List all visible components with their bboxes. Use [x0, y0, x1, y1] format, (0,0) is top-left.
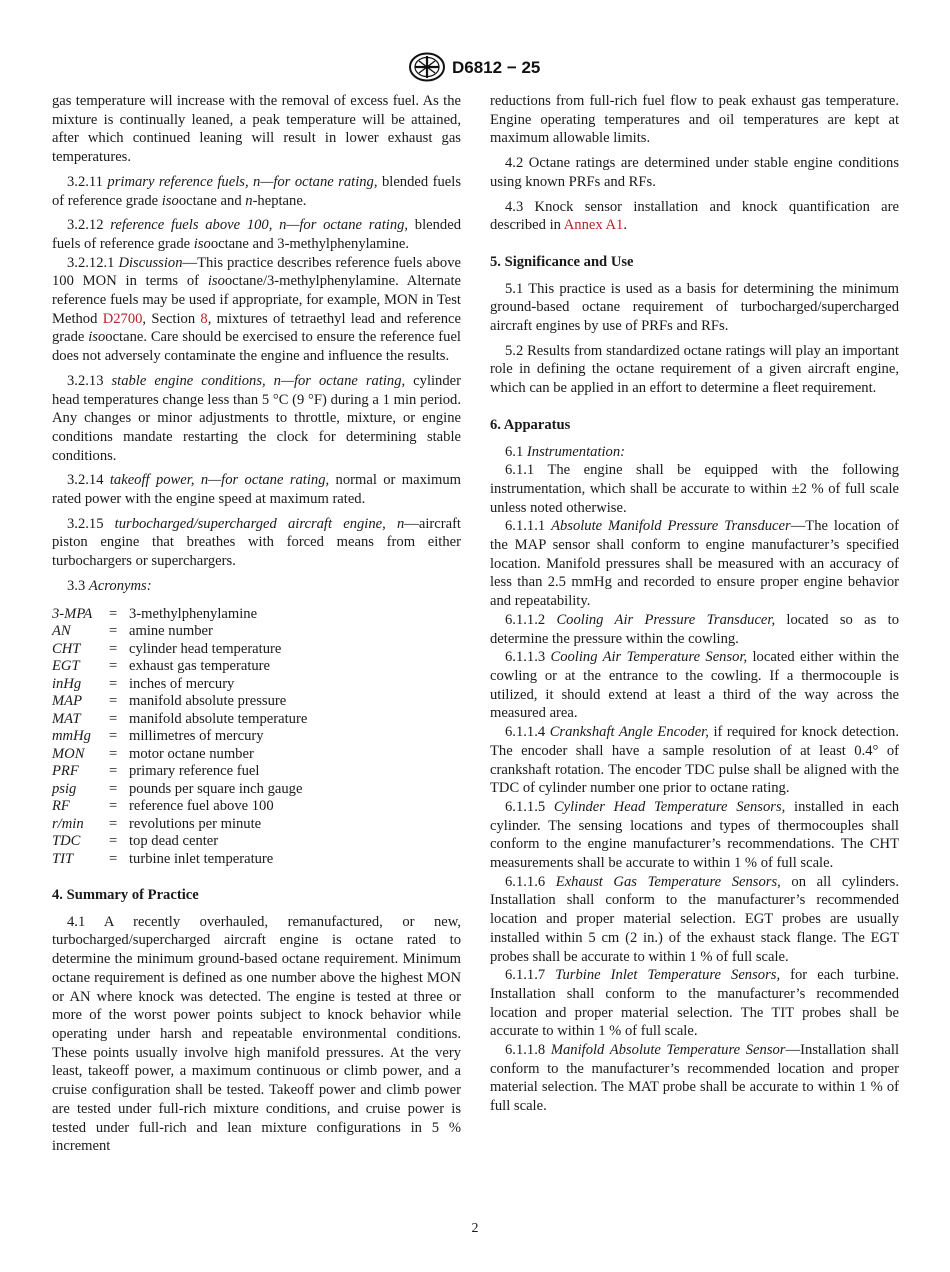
section-3-2-13: 3.2.13 stable engine conditions, n—for octane rating, cylinder head temperatures change less than 5 °C (9 °F) during a 1 min period. Any changes or minor adjustments to throttle, mixture, or engine conditions mandate restarting the clock for determining stable conditions.	[52, 372, 461, 464]
section-4-1: 4.1 A recently overhauled, remanufactured, or new, turbocharged/supercharged aircraft engine is octane rated to determine the minimum ground-based octane requirement. Minimum octane requirement is defined as one number above the highest MON or AN where knock was detected. The engine is tested at three or more of the worst power points subject to knock behavior while operating under harsh and repeatable environmental conditions. These points usually involve high manifold pressures. At the very least, takeoff power, a maximum continuous or climb power, and a cruise configuration shall be tested. Takeoff power and climb power are tested under full-rich mixture conditions, and cruise power is tested under full-rich and lean mixture configurations in 5 % increment	[52, 913, 461, 1155]
acronym-row: r/min = revolutions per minute	[52, 815, 262, 832]
section-6-1-1-8: 6.1.1.8 Manifold Absolute Temperature Sensor—Installation shall conform to the manufacturer’s recommended location and proper material selection. The MAT probe shall be accurate to within 1 % of full scale.	[490, 1042, 899, 1115]
acronym-row: inHg = inches of mercury	[52, 675, 235, 692]
astm-logo-icon	[408, 52, 446, 82]
section-6-heading: 6. Apparatus	[490, 416, 571, 433]
link-annex-a1[interactable]: Annex A1	[563, 217, 624, 234]
acronym-row: RF = reference fuel above 100	[52, 798, 274, 815]
section-6-1-1-2: 6.1.1.2 Cooling Air Pressure Transducer, located so as to determine the pressure within the cowling.	[490, 611, 899, 647]
section-4-3: 4.3 Knock sensor installation and knock quantification are described in Annex A1.	[490, 198, 899, 234]
acronym-row: AN = amine number	[52, 623, 213, 640]
section-5-1: 5.1 This practice is used as a basis for determining the minimum ground-based octane requirement of turbocharged/supercharged aircraft engines by use of PRFs and RFs.	[490, 280, 899, 335]
section-3-2-11: 3.2.11 primary reference fuels, n—for octane rating, blended fuels of reference grade isooctane and n-heptane.	[52, 173, 461, 209]
section-5-2: 5.2 Results from standardized octane ratings will play an important role in defining the octane requirement of a given aircraft engine, which can be applied in an effort to determine a fleet requirement.	[490, 342, 899, 397]
acronym-row: PRF = primary reference fuel	[52, 763, 260, 780]
page-header	[0, 52, 950, 86]
paragraph-continued: gas temperature will increase with the removal of excess fuel. As the mixture is continually leaned, a peak temperature will be attained, after which continued leaning will result in lower exhaust gas temperatures.	[52, 93, 461, 166]
acronym-list	[52, 606, 461, 869]
section-6-1-1-1: 6.1.1.1 Absolute Manifold Pressure Transducer—The location of the MAP sensor shall conform to engine manufacturer’s specified location. Manifold pressures shall be measured with an accuracy of less than 2.5 mmHg and recorded to ensure proper engine behavior and repeatability.	[490, 518, 899, 610]
link-section-8[interactable]: 8	[200, 310, 208, 327]
left-column	[52, 92, 461, 1162]
section-6-1-1-5: 6.1.1.5 Cylinder Head Temperature Sensors, installed in each cylinder. The sensing locations and types of thermocouples shall conform to the engine manufacturer’s recommendations. The CHT measurements shall be accurate to within 1 % of full scale.	[490, 798, 899, 872]
acronym-row: MAT = manifold absolute temperature	[52, 710, 308, 727]
right-column	[490, 92, 899, 1116]
acronym-row: MON = motor octane number	[52, 745, 254, 762]
acronym-row: 3-MPA = 3-methylphenylamine	[52, 605, 258, 622]
acronym-row: mmHg = millimetres of mercury	[52, 728, 264, 745]
paragraph-continued: reductions from full-rich fuel flow to peak exhaust gas temperature. Engine operating temperatures and oil temperatures are kept at maximum allowable limits.	[490, 93, 899, 147]
link-d2700[interactable]: D2700	[102, 310, 143, 327]
section-4-heading: 4. Summary of Practice	[52, 887, 199, 904]
section-3-2-12: 3.2.12 reference fuels above 100, n—for octane rating, blended fuels of reference grade isooctane and 3-methylphenylamine.	[52, 217, 461, 252]
section-3-2-15: 3.2.15 turbocharged/supercharged aircraft engine, n—aircraft piston engine that breathes with forced means from either turbochargers or superchargers.	[52, 515, 461, 570]
acronym-row: TDC = top dead center	[52, 833, 219, 850]
section-6-1-1-6: 6.1.1.6 Exhaust Gas Temperature Sensors, on all cylinders. Installation shall conform to the manufacturer’s recommended location and proper material selection. EGT probes are usually installed within 5 cm (2 in.) of the exhaust stack flange. The EGT probes shall be accurate to within 1 % of full scale.	[490, 873, 899, 965]
section-6-1-1-7: 6.1.1.7 Turbine Inlet Temperature Sensors, for each turbine. Installation shall conform to the manufacturer’s recommended location and proper material selection. The TIT probes shall be accurate to within 1 % of full scale.	[490, 967, 899, 1040]
section-6-1-1: 6.1.1 The engine shall be equipped with the following instrumentation, which shall be accurate to within ±2 % of full scale unless noted otherwise.	[490, 462, 899, 516]
section-4-2: 4.2 Octane ratings are determined under stable engine conditions using known PRFs and RFs.	[490, 155, 899, 190]
section-6-1: 6.1 Instrumentation:	[505, 443, 626, 460]
standard-designation: D6812 − 25	[452, 58, 541, 77]
section-3-3: 3.3 Acronyms:	[67, 577, 152, 594]
page-number: 2	[471, 1221, 479, 1236]
section-6-1-1-4: 6.1.1.4 Crankshaft Angle Encoder, if required for knock detection. The encoder shall have a sample resolution of at least 0.4° of crankshaft rotation. The encoder TDC pulse shall be aligned with the TDC of cylinder number one prior to octane rating.	[490, 724, 899, 797]
section-3-2-12-1: 3.2.12.1 Discussion—This practice describes reference fuels above 100 MON in terms of isooctane/3-methylphenylamine. Alternate reference fuels may be used if appropriate, for example, MON in Test Method D2700, Section 8, mixtures of tetraethyl lead and reference grade isooctane. Care should be exercised to ensure the reference fuel does not adversely contaminate the engine and influence the results.	[52, 254, 462, 365]
acronym-row: TIT = turbine inlet temperature	[52, 850, 274, 867]
acronym-row: EGT = exhaust gas temperature	[52, 658, 271, 675]
acronym-row: MAP = manifold absolute pressure	[52, 693, 287, 710]
acronym-row: psig = pounds per square inch gauge	[52, 780, 303, 797]
section-3-2-14: 3.2.14 takeoff power, n—for octane rating, normal or maximum rated power with the engine speed at maximum rated.	[52, 472, 461, 508]
acronym-row: CHT = cylinder head temperature	[52, 640, 282, 657]
section-5-heading: 5. Significance and Use	[490, 253, 634, 270]
section-6-1-1-3: 6.1.1.3 Cooling Air Temperature Sensor, located either within the cowling or at the entrance to the cowling. If a thermocouple is utilized, it should extend at least a third of the way across the measured area.	[490, 649, 899, 722]
